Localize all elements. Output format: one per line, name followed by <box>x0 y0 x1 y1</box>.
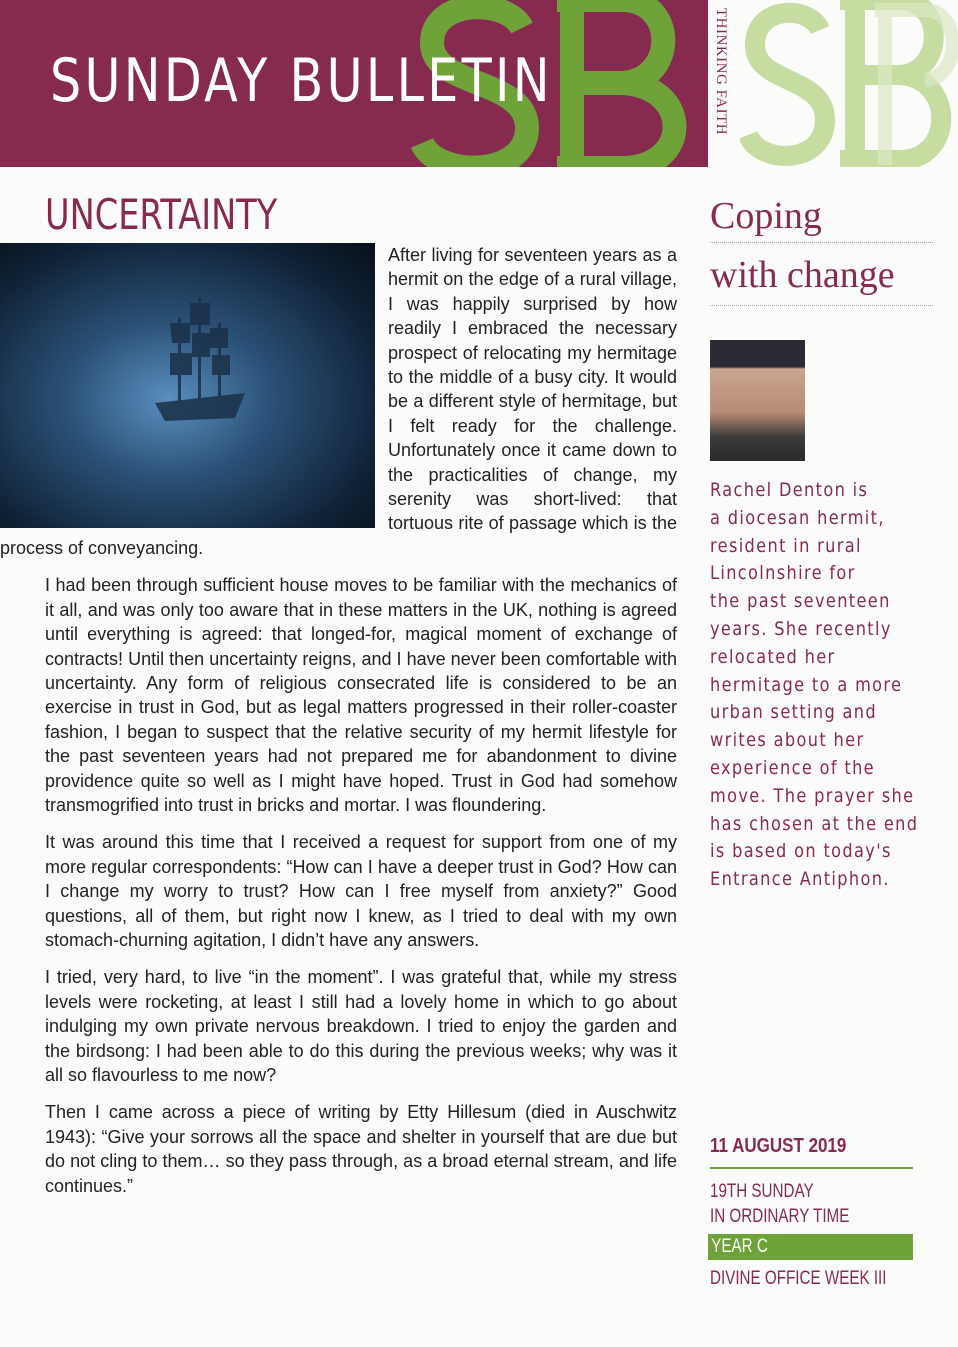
bio-line: is based on today's <box>710 840 892 863</box>
bio-line: has chosen at the end <box>710 812 919 835</box>
paragraph: After living for seventeen years as a hermit on the edge of a rural village, I was happily surprised by how readily I embraced the necessary prospect of relocating my hermitage to the middle of a busy city. It would be a different style of hermitage, but I felt ready for the challenge. Unfortunately once it came down to the practicalities of change, my serenity was short-lived: that tortuous rite of passage which is the process of conveyancing. <box>0 245 677 558</box>
paragraph: I tried, very hard, to live “in the moment”. I was grateful that, while my stress levels were rocketing, at least I still had a lovely home in which to go about indulging my own private nervous breakdown. I tried to enjoy the garden and the birdsong: I had been able to do this during the previous weeks; why was it all so flavourless to me now? <box>45 967 677 1085</box>
bio-line: Rachel Denton is <box>710 479 869 501</box>
liturgical-sunday: 19TH SUNDAY <box>710 1181 814 1202</box>
bio-line: move. The prayer she <box>710 784 915 807</box>
tagline: THINKING FAITH <box>713 8 729 136</box>
paragraph: I had been through sufficient house moves to be familiar with the mechanics of it all, and was only too aware that in these matters in the UK, nothing is agreed until everything is agreed: that longed-for, magical moment of exchange of contracts! Until then uncertainty reigns, and I have never been comfortable with uncertainty. Any form of religious consecrated life is considered to be an exercise in trust in God, but as legal matters progressed in their roller-coaster fashion, I began to suspect that the relative security of my hermit lifestyle for the past seventeen years had not prepared me for abandonment to divine providence quite so well as I might have hoped. Trust in God had somehow transmogrified into trust in bricks and mortar. I was floundering. <box>45 575 677 815</box>
bio-line: experience of the <box>710 756 875 779</box>
masthead-band <box>0 0 708 167</box>
sb-logo-watermark <box>740 0 958 167</box>
ship-icon <box>150 293 250 433</box>
paragraph: It was around this time that I received a request for support from one of my more regular correspondents: “How can I have a deeper trust in God? How can I change my worry to trust? How can I free myself from anxiety?” Good questions, all of them, but right now I knew, as I tried to deal with my own stomach-churning agitation, I didn’t have any answers. <box>45 832 677 950</box>
bio-line: Lincolnshire for <box>710 562 856 585</box>
divider <box>710 242 933 243</box>
year-badge: YEAR C <box>708 1234 913 1260</box>
bio-line: urban setting and <box>710 701 878 724</box>
divider <box>710 1167 913 1169</box>
bio-line: years. She recently <box>710 617 892 640</box>
publication-title: SUNDAY BULLETIN <box>50 46 553 116</box>
date: 11 AUGUST 2019 <box>710 1135 847 1157</box>
sidebar-heading-1: Coping <box>710 195 822 237</box>
article-heading: UNCERTAINTY <box>45 190 278 239</box>
bio-line: writes about her <box>710 729 865 752</box>
divider <box>710 305 933 306</box>
article-body <box>0 243 677 1211</box>
bio-line: Entrance Antiphon. <box>710 868 890 891</box>
paragraph: Then I came across a piece of writing by Etty Hillesum (died in Auschwitz 1943): “Give your sorrows all the space and shelter in yourself that are due but do not cling to them… so they pass through, as a broad eternal stream, and life continues.” <box>45 1102 677 1196</box>
ship-storm-image <box>0 243 375 528</box>
bio-line: relocated her <box>710 645 836 668</box>
sidebar-heading-2: with change <box>710 254 895 296</box>
bio-line: resident in rural <box>710 534 862 557</box>
bio-line: a diocesan hermit, <box>710 506 885 529</box>
bio-line: hermitage to a more <box>710 673 903 696</box>
author-bio <box>710 477 918 894</box>
bio-line: the past seventeen <box>710 590 891 613</box>
liturgical-season: IN ORDINARY TIME <box>710 1206 850 1227</box>
divine-office-week: DIVINE OFFICE WEEK III <box>710 1268 887 1289</box>
author-photo <box>710 340 805 461</box>
